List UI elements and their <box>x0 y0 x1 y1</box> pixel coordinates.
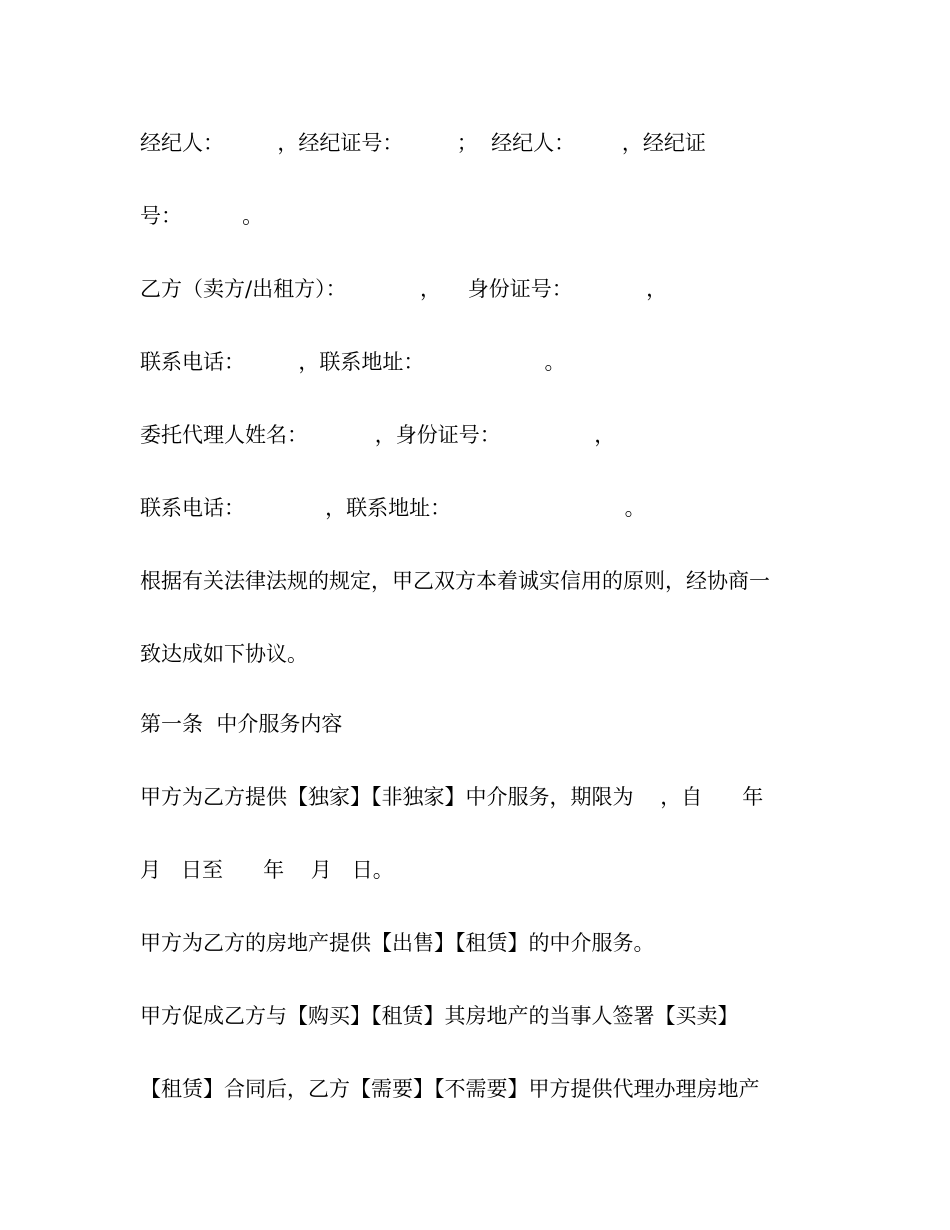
text-line-broker: 经纪人： ，经纪证号： ； 经纪人： ，经纪证 <box>140 131 706 155</box>
text-line-party-b: 乙方（卖方/出租方）： ， 身份证号： ， <box>140 277 668 301</box>
text-line-contract: 甲方促成乙方与【购买】【租赁】其房地产的当事人签署【买卖】 <box>140 1004 739 1028</box>
text-line-broker-cert-cont: 号： 。 <box>140 204 264 228</box>
text-line-preamble: 根据有关法律法规的规定，甲乙双方本着诚实信用的原则，经协商一 <box>140 569 770 593</box>
text-line-service-term: 甲方为乙方提供【独家】【非独家】中介服务，期限为 ，自 年 <box>140 785 764 809</box>
text-line-service-type: 甲方为乙方的房地产提供【出售】【租赁】的中介服务。 <box>140 931 655 955</box>
article-heading: 第一条 中介服务内容 <box>140 712 343 736</box>
text-line-agent: 委托代理人姓名： ，身份证号： ， <box>140 423 616 447</box>
text-line-party-b-contact: 联系电话： ，联系地址： 。 <box>140 350 566 374</box>
text-line-service-term-cont: 月 日至 年 月 日。 <box>140 858 394 882</box>
text-line-agent-contact: 联系电话： ，联系地址： 。 <box>140 496 646 520</box>
text-line-preamble-cont: 致达成如下协议。 <box>140 642 308 666</box>
text-line-contract-cont: 【租赁】合同后，乙方【需要】【不需要】甲方提供代理办理房地产 <box>140 1077 760 1101</box>
